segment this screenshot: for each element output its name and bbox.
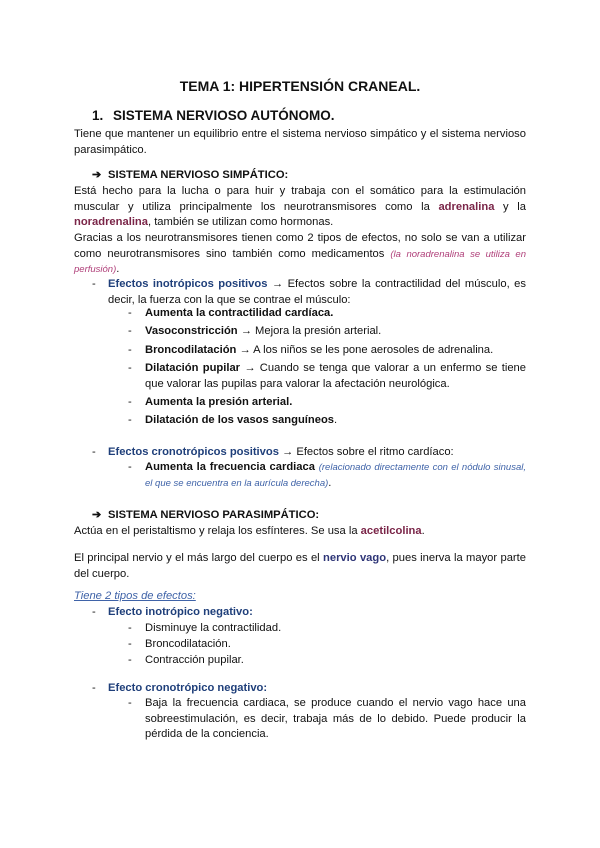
- text-run: Aumenta la frecuencia cardiaca: [145, 461, 315, 473]
- list-item-cronotropicos: [92, 445, 526, 461]
- effect-label: Efecto cronotrópico negativo:: [108, 682, 268, 694]
- dash-bullet: -: [128, 307, 132, 319]
- text-run: El principal nervio y el más largo del cuerpo es el: [74, 552, 324, 564]
- dash-bullet: -: [128, 362, 132, 374]
- dash-bullet: -: [128, 325, 132, 337]
- text-run: Aumenta la contractilidad cardíaca.: [145, 307, 334, 319]
- section-heading: [92, 108, 335, 123]
- effects-types-label: Tiene 2 tipos de efectos:: [74, 590, 196, 602]
- list-item: [128, 621, 526, 637]
- list-item: [128, 343, 526, 359]
- simpatico-heading-text: SISTEMA NERVIOSO SIMPÁTICO:: [108, 169, 289, 181]
- parasimpatico-heading: [92, 508, 319, 521]
- list-item: [128, 306, 526, 322]
- effect-label: Efectos inotrópicos positivos: [108, 278, 268, 290]
- list-item: [128, 361, 526, 392]
- text-run: Gracias a los neurotransmisores tienen como 2 tipos de efectos, no solo se van a utilizar como neurotransmisores sino también como medicamentos: [74, 232, 526, 260]
- arrow-icon: ➔: [92, 169, 102, 181]
- text-run: → A los niños se les pone aerosoles de adrenalina.: [236, 344, 494, 356]
- list-item: [128, 696, 526, 743]
- arrow-icon: ➔: [92, 509, 102, 521]
- note-nodulo-sinusal: (relacionado directamente con el nódulo sinusal, el que se encuentra en la aurícula derecha): [145, 462, 526, 489]
- list-item: [128, 395, 526, 411]
- list-item: [128, 637, 526, 653]
- dash-bullet: -: [128, 654, 132, 666]
- dash-bullet: -: [128, 697, 132, 709]
- section-number: 1.: [92, 108, 104, 123]
- dash-bullet: -: [128, 396, 132, 408]
- parasimpatico-paragraph-1: [74, 524, 526, 540]
- list-item-cronotropico-negativo: [92, 681, 526, 697]
- dash-bullet: -: [128, 414, 132, 426]
- dash-bullet: -: [92, 446, 96, 458]
- keyword-adrenalina: adrenalina: [438, 200, 495, 213]
- text-run: , pues inerva la mayor parte del cuerpo.: [74, 552, 526, 580]
- text-run: → Efectos sobre el ritmo cardíaco:: [278, 446, 454, 458]
- simpatico-paragraph-1: [74, 184, 526, 231]
- simpatico-heading: [92, 168, 288, 181]
- text-run: Baja la frecuencia cardiaca, se produce cuando el nervio vago hace una sobreestimulación, es decir, trabaja más de lo debido. Puede producir la pérdida de la conciencia.: [145, 697, 526, 740]
- text-run: .: [116, 263, 120, 275]
- dash-bullet: -: [128, 622, 132, 634]
- text-run: Disminuye la contractilidad.: [145, 622, 282, 634]
- keyword-nervio-vago: nervio vago: [323, 552, 387, 564]
- simpatico-paragraph-2: [74, 231, 526, 278]
- text-run: → Cuando se tenga que valorar a un enfermo se tiene que valorar las pupilas para valorar la afectación neurológica.: [145, 362, 526, 390]
- list-item: [128, 413, 526, 429]
- parasimpatico-heading-text: SISTEMA NERVIOSO PARASIMPÁTICO:: [108, 509, 320, 521]
- effect-label: Efecto inotrópico negativo:: [108, 606, 253, 618]
- parasimpatico-paragraph-2: [74, 551, 526, 582]
- text-run: .: [328, 476, 332, 489]
- list-item: [128, 324, 526, 340]
- text-run: Actúa en el peristaltismo y relaja los esfínteres. Se usa la: [74, 525, 361, 537]
- dash-bullet: -: [128, 638, 132, 650]
- keyword-acetilcolina: acetilcolina: [360, 525, 422, 537]
- text-run: y la: [494, 200, 526, 213]
- document-title: TEMA 1: HIPERTENSIÓN CRANEAL.: [179, 78, 421, 94]
- list-item: [128, 653, 526, 669]
- effect-label: Efectos cronotrópicos positivos: [108, 446, 279, 458]
- dash-bullet: -: [92, 682, 96, 694]
- text-run: Está hecho para la lucha o para huir y trabaja con el somático para la estimulación muscular y utiliza principalmente los neurotransmisores como la: [74, 185, 526, 213]
- text-run: → Efectos sobre la contractilidad del músculo, es decir, la fuerza con la que se contrae el músculo:: [108, 278, 526, 306]
- dash-bullet: -: [128, 461, 132, 473]
- text-run: Contracción pupilar.: [145, 654, 244, 666]
- text-run: → Mejora la presión arterial.: [237, 325, 382, 337]
- section-title: SISTEMA NERVIOSO AUTÓNOMO.: [113, 108, 335, 123]
- text-run: .: [334, 414, 338, 426]
- text-run: , también se utilizan como hormonas.: [147, 216, 334, 228]
- text-run: Broncodilatación.: [145, 638, 231, 650]
- keyword-noradrenalina: noradrenalina: [74, 216, 148, 228]
- text-run: Broncodilatación: [145, 344, 237, 356]
- section-intro: Tiene que mantener un equilibrio entre el sistema nervioso simpático y el sistema nervioso parasimpático.: [74, 128, 526, 156]
- dash-bullet: -: [92, 278, 96, 290]
- list-item-inotropicos: [92, 277, 526, 308]
- text-run: Aumenta la presión arterial.: [145, 396, 293, 408]
- text-run: Dilatación pupilar: [145, 362, 241, 374]
- list-item-inotropico-negativo: [92, 605, 526, 621]
- text-run: Vasoconstricción: [145, 325, 238, 337]
- note-perfusion: (la noradrenalina se utiliza en perfusión): [74, 248, 526, 275]
- list-item: [128, 460, 526, 491]
- dash-bullet: -: [128, 344, 132, 356]
- dash-bullet: -: [92, 606, 96, 618]
- text-run: .: [421, 525, 425, 537]
- text-run: Dilatación de los vasos sanguíneos: [145, 414, 335, 426]
